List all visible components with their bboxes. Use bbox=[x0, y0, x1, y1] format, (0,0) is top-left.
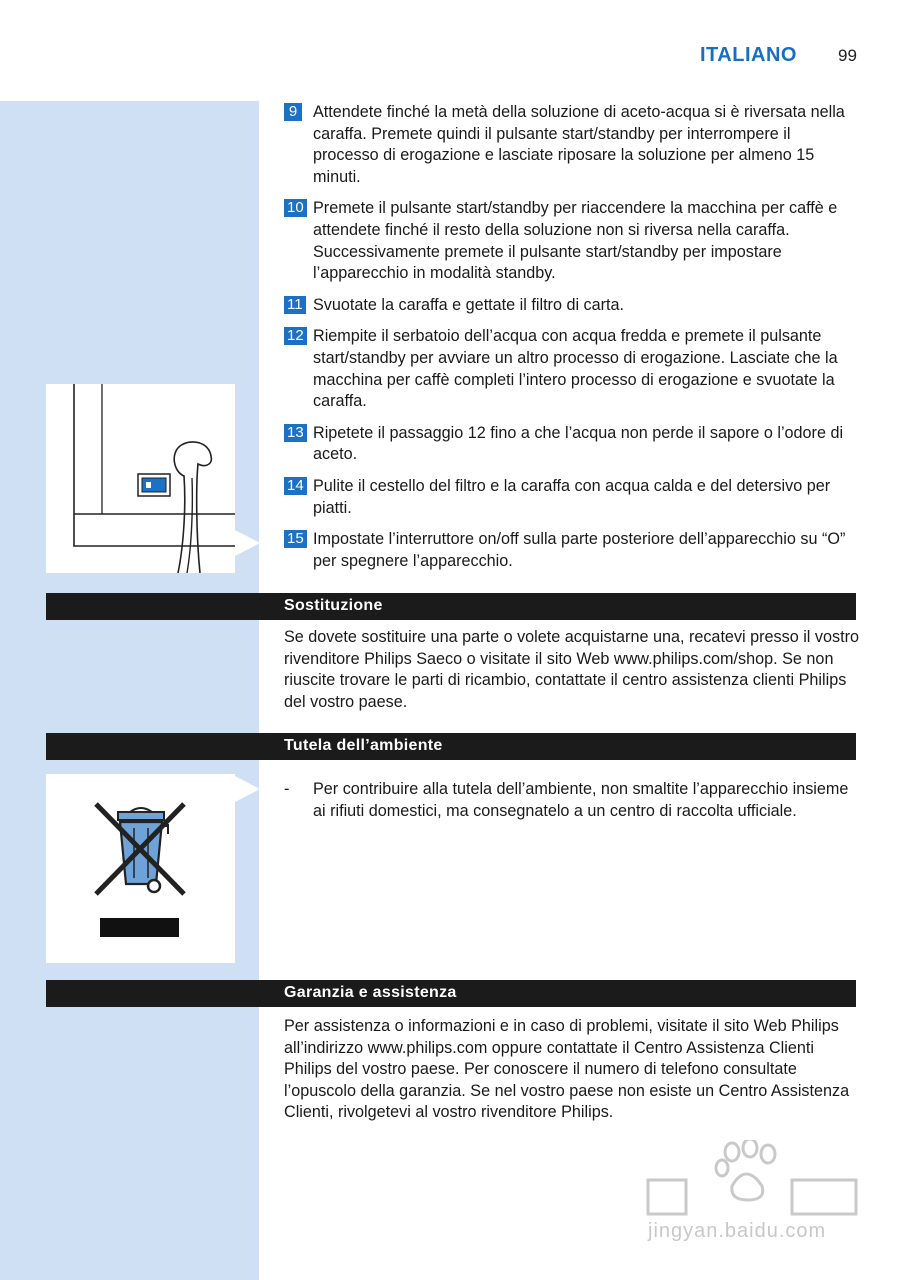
step-9 bbox=[284, 102, 859, 188]
bullet-text: Per contribuire alla tutela dell’ambiente, non smaltite l’apparecchio insieme ai rifiuti domestici, ma consegnatelo a un centro di raccolta ufficiale. bbox=[313, 780, 849, 820]
step-11 bbox=[284, 295, 859, 317]
baidu-watermark bbox=[632, 1140, 872, 1270]
warranty-paragraph: Per assistenza o informazioni e in caso di problemi, visitate il sito Web Philips all’indirizzo www.philips.com oppure contattate il Centro Assistenza Clienti Philips del vostro paese. Per conoscere il numero di telefono consultate l’opuscolo della garanzia. Se nel vostro paese non esiste un Centro Assistenza Clienti, rivolgetevi al vostro rivenditore Philips. bbox=[284, 1017, 850, 1122]
step-15 bbox=[284, 529, 859, 572]
step-number: 9 bbox=[284, 103, 302, 121]
weee-symbol-illustration bbox=[46, 774, 235, 963]
watermark-text: jingyan.baidu.com bbox=[648, 1220, 827, 1242]
step-text: Pulite il cestello del filtro e la caraffa con acqua calda e del detersivo per piatti. bbox=[313, 476, 831, 517]
paw-logo-icon bbox=[632, 1140, 872, 1220]
step-13 bbox=[284, 423, 859, 466]
step-text: Ripetete il passaggio 12 fino a che l’acqua non perde il sapore o l’odore di aceto. bbox=[313, 423, 844, 464]
step-text: Impostate l’interruttore on/off sulla parte posteriore dell’apparecchio su “O” per spegnere l’apparecchio. bbox=[313, 530, 846, 570]
power-switch-icon bbox=[46, 384, 235, 573]
step-12 bbox=[284, 326, 859, 412]
illustration-pointer bbox=[235, 530, 260, 556]
bullet-dash: - bbox=[284, 780, 290, 798]
language-label: ITALIANO bbox=[700, 44, 797, 66]
section-title: Garanzia e assistenza bbox=[284, 984, 457, 1001]
crossed-bin-icon bbox=[46, 774, 235, 963]
step-10 bbox=[284, 198, 859, 284]
step-text: Attendete finché la metà della soluzione di aceto-acqua si è riversata nella caraffa. Premete quindi il pulsante start/standby per interrompere il processo di erogazione e lasciate riposare la soluzione per almeno 15 minuti. bbox=[313, 103, 845, 186]
step-number: 10 bbox=[284, 199, 307, 217]
step-text: Riempite il serbatoio dell’acqua con acqua fredda e premete il pulsante start/standby per avviare un altro processo di erogazione. Lasciate che la macchina per caffè completi l’intero processo di erogazione e svuotate la caraffa. bbox=[313, 327, 838, 411]
page-number: 99 bbox=[838, 46, 857, 65]
left-sidebar bbox=[0, 101, 259, 1280]
step-number: 11 bbox=[284, 296, 306, 314]
appliance-switch-illustration bbox=[46, 384, 235, 573]
replacement-paragraph: Se dovete sostituire una parte o volete acquistarne una, recatevi presso il vostro rivenditore Philips Saeco o visitate il sito Web www.philips.com/shop. Se non riuscite trovare le parti di ricambio, contattate il centro assistenza clienti Philips del vostro paese. bbox=[284, 628, 859, 711]
step-number: 12 bbox=[284, 327, 307, 345]
section-bar-ambiente bbox=[46, 733, 856, 760]
environment-bullet bbox=[284, 779, 859, 822]
step-text: Premete il pulsante start/standby per riaccendere la macchina per caffè e attendete finché il resto della soluzione non si riversa nella caraffa. Successivamente premete il pulsante start/standby per impostare l’apparecchio in modalità standby. bbox=[313, 199, 838, 283]
illustration-pointer bbox=[235, 776, 260, 802]
step-number: 14 bbox=[284, 477, 307, 495]
section-bar-garanzia bbox=[46, 980, 856, 1007]
section-title: Tutela dell’ambiente bbox=[284, 737, 443, 754]
step-number: 13 bbox=[284, 424, 307, 442]
section-bar-sostituzione bbox=[46, 593, 856, 620]
section-title: Sostituzione bbox=[284, 597, 383, 614]
steps-list bbox=[284, 102, 859, 582]
step-text: Svuotate la caraffa e gettate il filtro di carta. bbox=[313, 295, 625, 314]
step-14 bbox=[284, 476, 859, 519]
step-number: 15 bbox=[284, 530, 307, 548]
